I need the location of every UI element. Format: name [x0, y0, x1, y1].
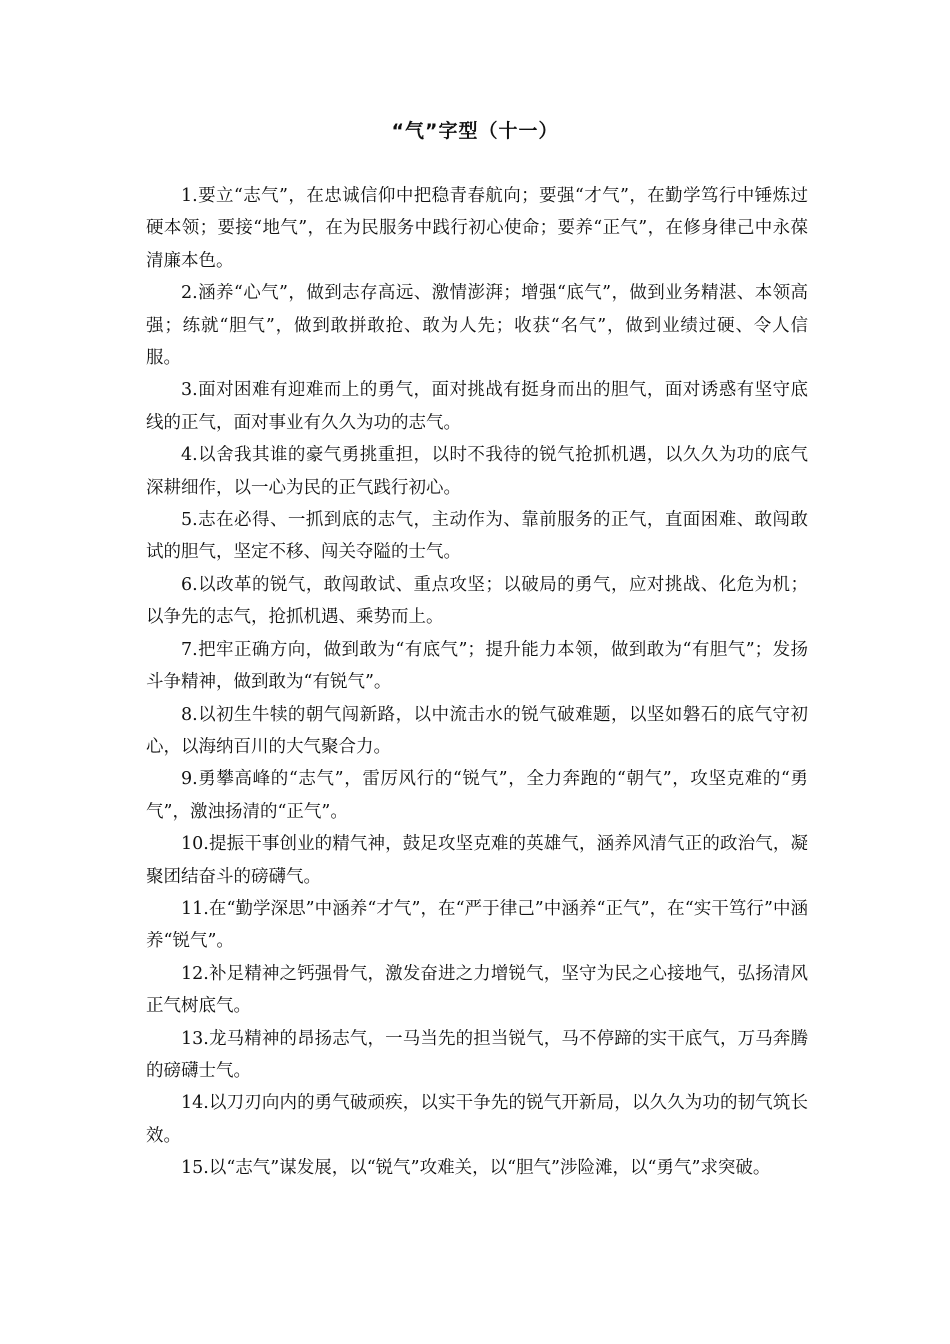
paragraph-3: 3.面对困难有迎难而上的勇气，面对挑战有挺身而出的胆气，面对诱惑有坚守底线的正气，面对事业有久久为功的志气。 [146, 380, 808, 433]
paragraph-9: 9.勇攀高峰的“志气”，雷厉风行的“锐气”，全力奔跑的“朝气”，攻坚克难的“勇气”，激浊扬清的“正气”。 [146, 769, 808, 822]
document-title: “气”字型（十一） [391, 120, 559, 142]
paragraph-2: 2.涵养“心气”，做到志存高远、激情澎湃；增强“底气”，做到业务精湛、本领高强；练就“胆气”，做到敢拼敢抢、敢为人先；收获“名气”，做到业绩过硬、令人信服。 [146, 283, 808, 369]
document-body [146, 180, 808, 1185]
paragraph-10: 10.提振干事创业的精气神，鼓足攻坚克难的英雄气，涵养风清气正的政治气，凝聚团结奋斗的磅礴气。 [146, 834, 808, 887]
paragraph-7: 7.把牢正确方向，做到敢为“有底气”；提升能力本领，做到敢为“有胆气”；发扬斗争精神，做到敢为“有锐气”。 [146, 639, 808, 693]
paragraph-4: 4.以舍我其谁的豪气勇挑重担，以时不我待的锐气抢抓机遇，以久久为功的底气深耕细作，以一心为民的正气践行初心。 [146, 445, 808, 498]
paragraph-8: 8.以初生牛犊的朝气闯新路，以中流击水的锐气破难题，以坚如磐石的底气守初心，以海纳百川的大气聚合力。 [146, 704, 808, 757]
paragraph-13: 13.龙马精神的昂扬志气，一马当先的担当锐气，马不停蹄的实干底气，万马奔腾的磅礴士气。 [146, 1028, 808, 1081]
paragraph-6: 6.以改革的锐气，敢闯敢试、重点攻坚；以破局的勇气，应对挑战、化危为机；以争先的志气，抢抓机遇、乘势而上。 [146, 574, 808, 628]
paragraph-14: 14.以刀刃向内的勇气破顽疾，以实干争先的锐气开新局，以久久为功的韧气筑长效。 [146, 1093, 808, 1146]
paragraph-15: 15.以“志气”谋发展，以“锐气”攻难关，以“胆气”涉险滩，以“勇气”求突破。 [181, 1158, 771, 1179]
paragraph-5: 5.志在必得、一抓到底的志气，主动作为、靠前服务的正气，直面困难、敢闯敢试的胆气，坚定不移、闯关夺隘的士气。 [146, 510, 808, 563]
paragraph-11: 11.在“勤学深思”中涵养“才气”，在“严于律己”中涵养“正气”，在“实干笃行”中涵养“锐气”。 [146, 898, 808, 952]
paragraph-1: 1.要立“志气”，在忠诚信仰中把稳青春航向；要强“才气”，在勤学笃行中锤炼过硬本领；要接“地气”，在为民服务中践行初心使命；要养“正气”，在修身律己中永葆清廉本色。 [146, 186, 808, 271]
paragraph-12: 12.补足精神之钙强骨气，激发奋进之力增锐气，坚守为民之心接地气，弘扬清风正气树底气。 [146, 963, 808, 1017]
